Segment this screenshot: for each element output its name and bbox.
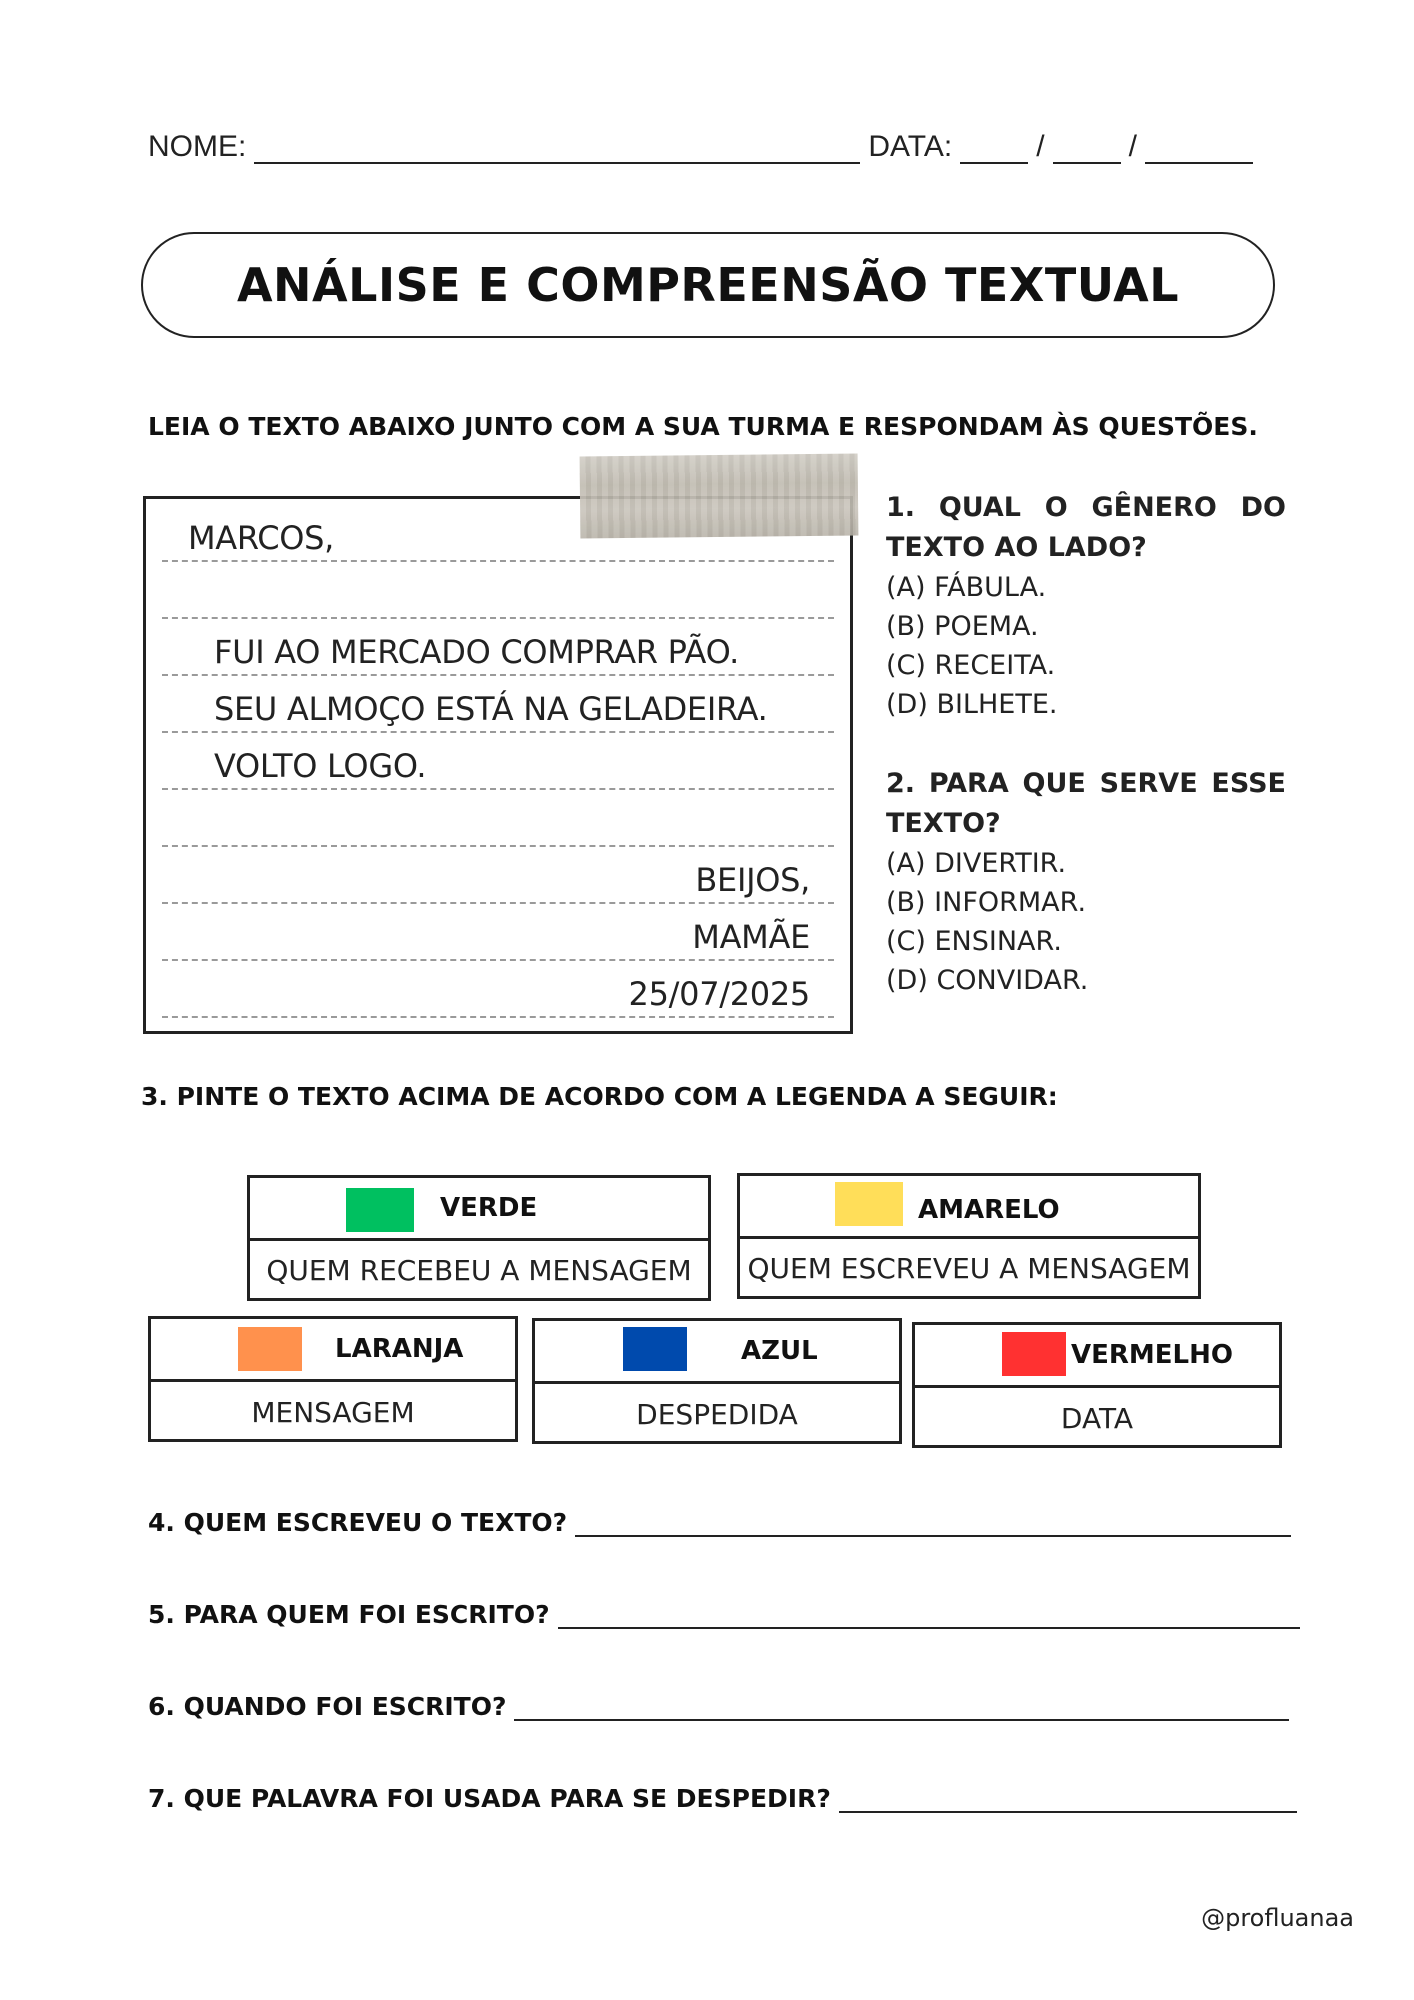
question-2	[886, 764, 1286, 1000]
legend-meaning: QUEM RECEBEU A MENSAGEM	[266, 1254, 692, 1287]
legend-meaning: QUEM ESCREVEU A MENSAGEM	[747, 1252, 1191, 1285]
legend-box-azul	[532, 1318, 902, 1444]
legend-color-name: LARANJA	[335, 1334, 464, 1364]
legend-meaning: DESPEDIDA	[636, 1398, 798, 1431]
question-1	[886, 488, 1286, 724]
date-sep-2: /	[1128, 130, 1137, 163]
note-rule	[162, 674, 834, 676]
question-2-title-line-1: 2. PARA QUE SERVE ESSE	[886, 768, 1286, 799]
title-banner	[141, 232, 1275, 338]
note-rule	[162, 731, 834, 733]
legend-color-name: VERDE	[440, 1193, 538, 1223]
name-blank[interactable]	[254, 136, 860, 164]
note-rule	[162, 560, 834, 562]
question-7	[148, 1784, 1297, 1813]
note-rule	[162, 845, 834, 847]
question-2-option[interactable]: (D) CONVIDAR.	[886, 965, 1089, 996]
note-line-2: SEU ALMOÇO ESTÁ NA GELADEIRA.	[214, 690, 768, 728]
note-line-3: VOLTO LOGO.	[214, 747, 427, 785]
color-swatch-laranja	[238, 1327, 302, 1371]
question-1-title-line-2: TEXTO AO LADO?	[886, 532, 1147, 563]
question-5-text: 5. PARA QUEM FOI ESCRITO?	[148, 1600, 550, 1629]
legend-box-amarelo	[737, 1173, 1201, 1299]
color-swatch-verde	[346, 1188, 414, 1232]
question-6-text: 6. QUANDO FOI ESCRITO?	[148, 1692, 507, 1721]
legend-color-name: AZUL	[741, 1336, 818, 1366]
note-rule	[162, 959, 834, 961]
answer-7-blank[interactable]	[839, 1789, 1297, 1813]
note-card	[143, 496, 853, 1034]
legend-color-name: AMARELO	[918, 1195, 1060, 1225]
question-5	[148, 1600, 1300, 1629]
note-rule	[162, 788, 834, 790]
note-rule	[162, 617, 834, 619]
legend-header	[535, 1321, 899, 1384]
question-2-title-line-2: TEXTO?	[886, 808, 1001, 839]
question-2-option[interactable]: (B) INFORMAR.	[886, 887, 1087, 918]
question-6	[148, 1692, 1289, 1721]
question-7-text: 7. QUE PALAVRA FOI USADA PARA SE DESPEDIR?	[148, 1784, 831, 1813]
note-signature: MAMÃE	[692, 918, 810, 956]
answer-4-blank[interactable]	[575, 1513, 1291, 1537]
legend-box-laranja	[148, 1316, 518, 1442]
note-rule	[162, 1016, 834, 1018]
legend-box-verde	[247, 1175, 711, 1301]
instruction: LEIA O TEXTO ABAIXO JUNTO COM A SUA TURMA E RESPONDAM ÀS QUESTÕES.	[148, 412, 1258, 441]
legend-meaning: DATA	[1060, 1402, 1134, 1435]
question-1-option[interactable]: (D) BILHETE.	[886, 689, 1058, 720]
question-3: 3. PINTE O TEXTO ACIMA DE ACORDO COM A LEGENDA A SEGUIR:	[141, 1082, 1058, 1111]
question-1-option[interactable]: (B) POEMA.	[886, 611, 1039, 642]
date-day-blank[interactable]	[960, 136, 1028, 164]
note-rule	[162, 902, 834, 904]
answer-6-blank[interactable]	[514, 1697, 1289, 1721]
color-swatch-vermelho	[1002, 1332, 1066, 1376]
question-2-option[interactable]: (C) ENSINAR.	[886, 926, 1062, 957]
question-1-title-line-1: 1. QUAL O GÊNERO DO	[886, 492, 1286, 523]
date-label: DATA:	[868, 130, 953, 163]
date-year-blank[interactable]	[1145, 136, 1253, 164]
answer-5-blank[interactable]	[558, 1605, 1300, 1629]
date-sep-1: /	[1036, 130, 1045, 163]
legend-meaning: MENSAGEM	[251, 1396, 415, 1429]
question-4-text: 4. QUEM ESCREVEU O TEXTO?	[148, 1508, 568, 1537]
page-title: ANÁLISE E COMPREENSÃO TEXTUAL	[236, 258, 1180, 312]
question-4	[148, 1508, 1291, 1537]
author-credit: @profluanaa	[1201, 1904, 1354, 1932]
legend-color-name: VERMELHO	[1071, 1340, 1233, 1370]
note-line-1: FUI AO MERCADO COMPRAR PÃO.	[214, 633, 740, 671]
note-greeting: MARCOS,	[188, 519, 335, 557]
color-swatch-amarelo	[835, 1182, 903, 1226]
name-label: NOME:	[148, 130, 247, 163]
date-month-blank[interactable]	[1053, 136, 1121, 164]
question-2-option[interactable]: (A) DIVERTIR.	[886, 848, 1067, 879]
note-date: 25/07/2025	[628, 975, 810, 1013]
question-1-option[interactable]: (C) RECEITA.	[886, 650, 1056, 681]
note-closing: BEIJOS,	[695, 861, 810, 899]
legend-box-vermelho	[912, 1322, 1282, 1448]
question-1-option[interactable]: (A) FÁBULA.	[886, 572, 1047, 603]
color-swatch-azul	[623, 1327, 687, 1371]
header-fields	[148, 130, 1288, 164]
tape-strip	[580, 454, 859, 539]
